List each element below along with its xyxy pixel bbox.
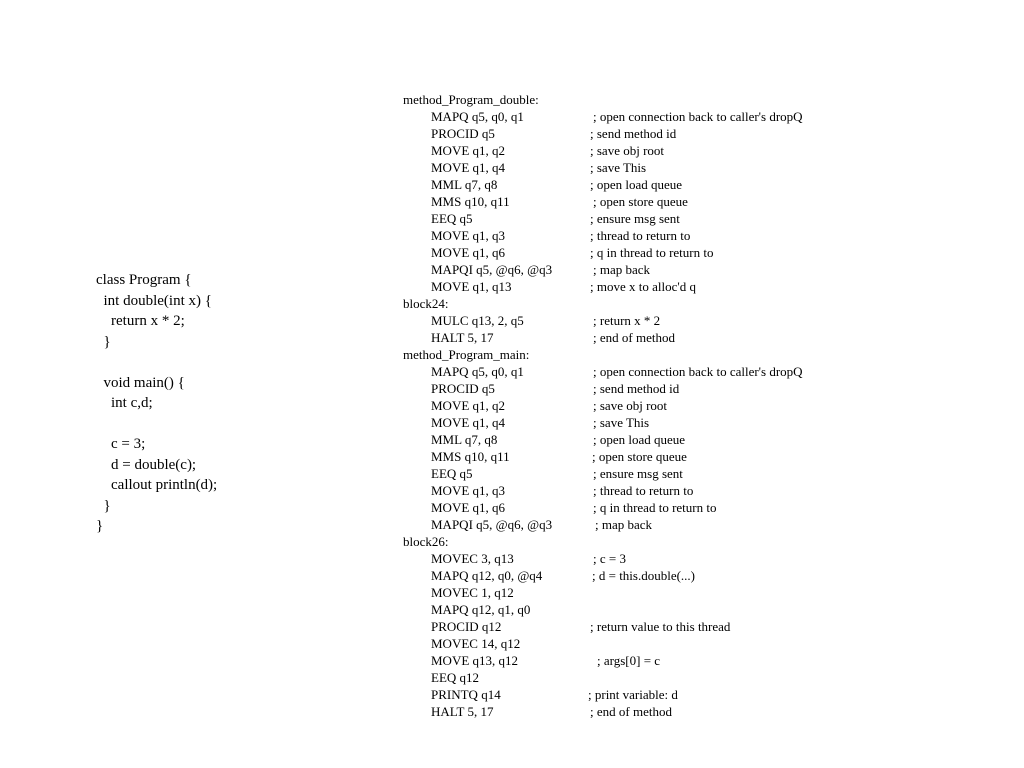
asm-instruction: MOVE q1, q6 [431, 500, 506, 515]
asm-instruction: MOVE q1, q2 [431, 398, 506, 413]
asm-instruction: MULC q13, 2, q5 [431, 313, 524, 328]
asm-instruction: MOVE q1, q2 [431, 143, 506, 158]
source-line: callout println(d); [96, 477, 218, 493]
source-line [96, 414, 217, 435]
asm-instruction-row [403, 618, 731, 635]
asm-instruction: MML q7, q8 [431, 177, 498, 192]
asm-instruction-row [403, 601, 531, 618]
asm-instruction: MAPQ q5, q0, q1 [431, 364, 524, 379]
source-code-listing [96, 270, 217, 537]
asm-instruction: MOVEC 14, q12 [431, 636, 521, 651]
asm-instruction-row [403, 193, 688, 210]
asm-comment: ; q in thread to return to [590, 245, 714, 260]
asm-instruction-row [403, 125, 677, 142]
asm-comment: ; thread to return to [593, 483, 694, 498]
asm-label: method_Program_double: [403, 92, 539, 107]
asm-instruction-row [403, 210, 680, 227]
asm-comment: ; args[0] = c [597, 653, 661, 668]
assembly-listing [403, 91, 803, 720]
asm-comment: ; thread to return to [590, 228, 691, 243]
asm-instruction-row [403, 482, 694, 499]
asm-label: method_Program_main: [403, 347, 530, 362]
asm-label-row [403, 295, 449, 312]
source-line: int c,d; [96, 395, 153, 411]
asm-instruction-row [403, 261, 651, 278]
asm-comment: ; return x * 2 [593, 313, 661, 328]
asm-instruction: MOVE q1, q4 [431, 415, 506, 430]
asm-instruction: MAPQI q5, @q6, @q3 [431, 517, 553, 532]
asm-label-row [403, 91, 539, 108]
asm-comment: ; ensure msg sent [593, 466, 683, 481]
asm-instruction: MOVE q13, q12 [431, 653, 519, 668]
asm-instruction: MOVE q1, q4 [431, 160, 506, 175]
source-line: } [96, 333, 111, 350]
asm-instruction-row [403, 278, 696, 295]
source-line: int double(int x) { [96, 292, 212, 309]
asm-instruction: MMS q10, q11 [431, 449, 510, 464]
asm-instruction: MAPQ q5, q0, q1 [431, 109, 524, 124]
asm-instruction: EEQ q12 [431, 670, 480, 685]
asm-instruction-row [403, 550, 626, 567]
asm-comment: ; open connection back to caller's dropQ [593, 109, 803, 124]
asm-comment: ; end of method [590, 704, 672, 719]
asm-instruction-row [403, 312, 661, 329]
asm-instruction: MOVE q1, q13 [431, 279, 512, 294]
asm-instruction: MMS q10, q11 [431, 194, 510, 209]
asm-comment: ; q in thread to return to [593, 500, 717, 515]
asm-instruction-row [403, 227, 691, 244]
source-line: } [96, 497, 111, 514]
asm-comment: ; open store queue [593, 194, 688, 209]
asm-instruction: MAPQI q5, @q6, @q3 [431, 262, 553, 277]
asm-comment: ; move x to alloc'd q [590, 279, 696, 294]
asm-comment: ; save obj root [590, 143, 665, 158]
asm-instruction-row [403, 448, 687, 465]
asm-instruction-row [403, 703, 672, 720]
asm-instruction-row [403, 669, 480, 686]
asm-instruction-row [403, 686, 678, 703]
asm-comment: ; return value to this thread [590, 619, 731, 634]
asm-instruction: MOVE q1, q6 [431, 245, 506, 260]
asm-instruction: MOVEC 1, q12 [431, 585, 514, 600]
asm-instruction-row [403, 414, 650, 431]
source-line [96, 352, 217, 373]
asm-comment: ; save This [593, 415, 650, 430]
source-line: } [96, 518, 104, 534]
asm-instruction-row [403, 397, 668, 414]
asm-comment: ; map back [593, 262, 651, 277]
asm-label-row [403, 533, 449, 550]
asm-comment: ; end of method [593, 330, 675, 345]
asm-instruction: MOVE q1, q3 [431, 228, 506, 243]
asm-label: block26: [403, 534, 449, 549]
asm-instruction-row [403, 431, 686, 448]
asm-instruction-row [403, 380, 680, 397]
asm-instruction-row [403, 363, 803, 380]
asm-label: block24: [403, 296, 449, 311]
asm-instruction: MOVE q1, q3 [431, 483, 506, 498]
source-line: return x * 2; [96, 313, 185, 329]
asm-comment: ; save obj root [593, 398, 668, 413]
asm-instruction-row [403, 652, 661, 669]
asm-instruction: PRINTQ q14 [431, 687, 501, 702]
asm-instruction-row [403, 159, 647, 176]
asm-instruction-row [403, 635, 521, 652]
asm-comment: ; open connection back to caller's dropQ [593, 364, 803, 379]
asm-instruction: HALT 5, 17 [431, 704, 494, 719]
source-line: class Program { [96, 272, 192, 288]
asm-instruction-row [403, 465, 683, 482]
asm-comment: ; open load queue [593, 432, 686, 447]
asm-instruction-row [403, 516, 653, 533]
asm-label-row [403, 346, 530, 363]
asm-instruction-row [403, 142, 665, 159]
asm-instruction: MAPQ q12, q1, q0 [431, 602, 531, 617]
asm-instruction-row [403, 176, 683, 193]
asm-instruction: EEQ q5 [431, 211, 473, 226]
asm-instruction: PROCID q12 [431, 619, 502, 634]
asm-comment: ; open store queue [592, 449, 687, 464]
asm-comment: ; send method id [590, 126, 677, 141]
asm-comment: ; print variable: d [588, 687, 678, 702]
asm-comment: ; d = this.double(...) [592, 568, 696, 583]
asm-comment: ; save This [590, 160, 647, 175]
asm-instruction: PROCID q5 [431, 381, 495, 396]
asm-instruction-row [403, 567, 696, 584]
asm-instruction: PROCID q5 [431, 126, 495, 141]
asm-instruction-row [403, 329, 675, 346]
asm-instruction: MAPQ q12, q0, @q4 [431, 568, 543, 583]
asm-instruction: HALT 5, 17 [431, 330, 494, 345]
source-line: c = 3; [96, 436, 146, 452]
source-line: d = double(c); [96, 456, 197, 473]
asm-instruction: EEQ q5 [431, 466, 473, 481]
asm-instruction-row [403, 499, 717, 516]
asm-instruction: MML q7, q8 [431, 432, 498, 447]
asm-instruction: MOVEC 3, q13 [431, 551, 514, 566]
asm-comment: ; c = 3 [593, 551, 626, 566]
asm-instruction-row [403, 584, 514, 601]
asm-comment: ; send method id [593, 381, 680, 396]
asm-comment: ; open load queue [590, 177, 683, 192]
asm-comment: ; map back [595, 517, 653, 532]
asm-comment: ; ensure msg sent [590, 211, 680, 226]
asm-instruction-row [403, 108, 803, 125]
source-line: void main() { [96, 374, 185, 391]
asm-instruction-row [403, 244, 714, 261]
